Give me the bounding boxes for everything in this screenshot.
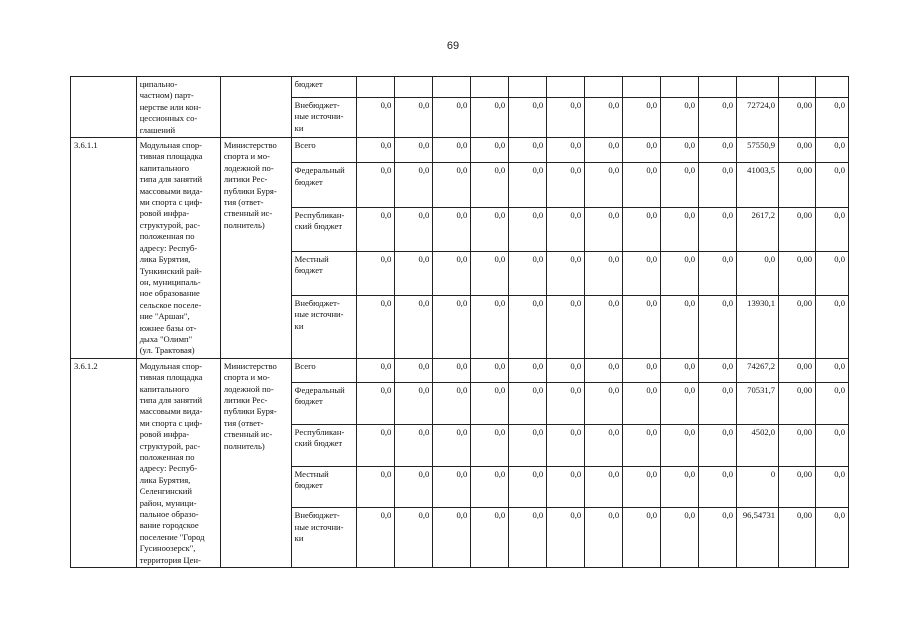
value-cell: 0,0 [661, 207, 699, 251]
funding-source-cell: Федеральный бюджет [291, 163, 357, 207]
value-cell: 0,0 [357, 508, 395, 568]
value-cell: 0,0 [433, 295, 471, 358]
value-cell: 0,0 [471, 358, 509, 382]
value-cell: 0,0 [357, 358, 395, 382]
value-cell: 0,00 [779, 251, 816, 295]
value-cell: 0,0 [433, 382, 471, 424]
value-cell: 96,54731 [737, 508, 779, 568]
value-cell: 0,0 [509, 466, 547, 508]
value-cell: 41003,5 [737, 163, 779, 207]
value-cell [779, 77, 816, 98]
value-cell: 0,0 [433, 138, 471, 163]
value-cell: 0,0 [699, 466, 737, 508]
value-cell: 0,0 [699, 295, 737, 358]
value-cell: 0,0 [471, 466, 509, 508]
value-cell: 0,0 [699, 508, 737, 568]
value-cell: 0,0 [699, 251, 737, 295]
value-cell: 0,0 [547, 466, 585, 508]
value-cell: 2617,2 [737, 207, 779, 251]
value-cell: 0,0 [471, 207, 509, 251]
value-cell: 0,0 [395, 98, 433, 138]
value-cell [395, 77, 433, 98]
value-cell: 0,0 [395, 466, 433, 508]
value-cell: 0,0 [623, 251, 661, 295]
value-cell: 0,0 [623, 358, 661, 382]
value-cell: 0,0 [623, 138, 661, 163]
value-cell: 0,0 [623, 207, 661, 251]
value-cell: 0,0 [357, 466, 395, 508]
value-cell: 0,0 [661, 508, 699, 568]
value-cell: 0 [737, 466, 779, 508]
measure-name-cell: Модульная спор- тивная площадка капитального типа для занятий массовыми вида- ми спорта с циф- ровой инфра- структурой, рас- положенная по адресу: Респуб- лика Бурятия, Селенгинский район, муници- пальное образо- вание городское поселение "Город Гусиноозерск", территория Цен- [136, 358, 220, 567]
value-cell: 13930,1 [737, 295, 779, 358]
value-cell: 0,0 [816, 466, 849, 508]
value-cell: 0,0 [471, 251, 509, 295]
value-cell: 0,0 [699, 424, 737, 466]
value-cell: 0,0 [585, 207, 623, 251]
value-cell: 0,0 [699, 163, 737, 207]
value-cell: 0,0 [816, 358, 849, 382]
value-cell: 0,0 [357, 424, 395, 466]
value-cell: 0,0 [547, 207, 585, 251]
value-cell: 0,0 [547, 251, 585, 295]
value-cell: 0,0 [547, 163, 585, 207]
value-cell: 0,0 [585, 138, 623, 163]
value-cell: 0,0 [585, 163, 623, 207]
value-cell: 0,0 [623, 424, 661, 466]
value-cell: 0,00 [779, 138, 816, 163]
value-cell: 0,0 [471, 98, 509, 138]
funding-source-cell: Федеральный бюджет [291, 382, 357, 424]
value-cell: 0,0 [547, 138, 585, 163]
value-cell: 0,0 [585, 358, 623, 382]
value-cell: 0,0 [547, 358, 585, 382]
value-cell [509, 77, 547, 98]
budget-table [70, 76, 849, 568]
value-cell: 0,0 [471, 138, 509, 163]
value-cell: 0,0 [623, 295, 661, 358]
value-cell: 0,0 [509, 295, 547, 358]
value-cell: 0,0 [623, 98, 661, 138]
value-cell [471, 77, 509, 98]
executor-cell: Министерство спорта и мо- лодежной по- литики Рес- публики Буря- тия (ответ- ственный ис- полнитель) [220, 358, 291, 567]
value-cell [433, 77, 471, 98]
value-cell: 0,0 [433, 424, 471, 466]
value-cell: 0,0 [661, 163, 699, 207]
value-cell [737, 77, 779, 98]
value-cell: 0,00 [779, 382, 816, 424]
value-cell: 0,0 [395, 424, 433, 466]
table-row [71, 358, 849, 382]
value-cell: 0,0 [816, 382, 849, 424]
value-cell: 0,0 [623, 508, 661, 568]
value-cell: 0,0 [395, 251, 433, 295]
page-number: 69 [446, 40, 460, 52]
value-cell: 0,0 [661, 295, 699, 358]
value-cell [816, 77, 849, 98]
value-cell: 0,0 [623, 466, 661, 508]
funding-source-cell: бюджет [291, 77, 357, 98]
value-cell: 0,0 [547, 382, 585, 424]
value-cell: 0,0 [699, 382, 737, 424]
value-cell: 0,00 [779, 295, 816, 358]
value-cell: 0,0 [509, 163, 547, 207]
value-cell: 0,0 [547, 98, 585, 138]
value-cell: 0,00 [779, 424, 816, 466]
funding-source-cell: Местный бюджет [291, 466, 357, 508]
value-cell: 0,0 [816, 295, 849, 358]
value-cell: 0,0 [585, 98, 623, 138]
funding-source-cell: Всего [291, 358, 357, 382]
value-cell: 0,0 [661, 98, 699, 138]
funding-source-cell: Внебюджет- ные источни- ки [291, 295, 357, 358]
value-cell [623, 77, 661, 98]
value-cell: 0,0 [661, 358, 699, 382]
value-cell: 0,0 [585, 424, 623, 466]
funding-source-cell: Местный бюджет [291, 251, 357, 295]
value-cell: 0,0 [661, 466, 699, 508]
value-cell: 0,0 [395, 295, 433, 358]
value-cell: 0,0 [509, 251, 547, 295]
value-cell: 0,00 [779, 358, 816, 382]
value-cell: 0,00 [779, 508, 816, 568]
value-cell: 0,0 [471, 508, 509, 568]
value-cell: 57550,9 [737, 138, 779, 163]
table-row [71, 77, 849, 98]
value-cell: 0,0 [585, 466, 623, 508]
value-cell: 0,0 [433, 466, 471, 508]
value-cell: 0,0 [471, 163, 509, 207]
value-cell: 0,0 [433, 163, 471, 207]
value-cell: 0,0 [699, 358, 737, 382]
measure-code-cell: 3.6.1.2 [71, 358, 137, 567]
value-cell: 0,0 [509, 358, 547, 382]
value-cell [661, 77, 699, 98]
value-cell: 0,0 [357, 163, 395, 207]
value-cell: 0,0 [395, 358, 433, 382]
funding-source-cell: Республикан- ский бюджет [291, 424, 357, 466]
measure-name-cell: ципально- частном) парт- нерстве или кон- цессионных со- глашений [136, 77, 220, 138]
funding-source-cell: Внебюджет- ные источни- ки [291, 98, 357, 138]
funding-source-cell: Республикан- ский бюджет [291, 207, 357, 251]
value-cell: 0,0 [661, 138, 699, 163]
value-cell: 0,0 [816, 98, 849, 138]
value-cell: 74267,2 [737, 358, 779, 382]
value-cell: 0,0 [471, 382, 509, 424]
value-cell: 0,0 [357, 98, 395, 138]
value-cell: 0,0 [816, 424, 849, 466]
value-cell: 0,00 [779, 466, 816, 508]
value-cell: 0,00 [779, 207, 816, 251]
value-cell: 0,0 [585, 295, 623, 358]
value-cell: 0,0 [816, 163, 849, 207]
value-cell: 0,0 [357, 382, 395, 424]
value-cell: 72724,0 [737, 98, 779, 138]
value-cell: 0,0 [433, 508, 471, 568]
value-cell: 0,0 [816, 508, 849, 568]
value-cell: 0,0 [509, 382, 547, 424]
value-cell: 0,0 [816, 207, 849, 251]
value-cell: 0,0 [661, 251, 699, 295]
value-cell: 0,0 [357, 295, 395, 358]
value-cell: 0,0 [433, 251, 471, 295]
value-cell: 0,0 [395, 382, 433, 424]
value-cell: 0,0 [509, 98, 547, 138]
value-cell: 0,0 [357, 138, 395, 163]
table-row [71, 138, 849, 163]
value-cell: 0,0 [661, 424, 699, 466]
code-cell [71, 77, 137, 138]
value-cell: 0,0 [433, 358, 471, 382]
measure-code-cell: 3.6.1.1 [71, 138, 137, 359]
value-cell: 0,0 [816, 251, 849, 295]
value-cell: 0,0 [395, 163, 433, 207]
value-cell: 0,0 [547, 424, 585, 466]
value-cell: 0,0 [699, 207, 737, 251]
value-cell: 0,0 [471, 424, 509, 466]
value-cell: 4502,0 [737, 424, 779, 466]
value-cell: 0,0 [395, 138, 433, 163]
value-cell: 0,0 [699, 98, 737, 138]
value-cell: 0,0 [661, 382, 699, 424]
value-cell: 0,0 [395, 508, 433, 568]
value-cell: 0,0 [737, 251, 779, 295]
value-cell: 0,0 [509, 138, 547, 163]
value-cell: 0,0 [357, 207, 395, 251]
value-cell [357, 77, 395, 98]
value-cell: 0,00 [779, 163, 816, 207]
value-cell: 0,0 [699, 138, 737, 163]
value-cell: 0,0 [433, 98, 471, 138]
value-cell [547, 77, 585, 98]
executor-cell [220, 77, 291, 138]
value-cell: 0,00 [779, 98, 816, 138]
value-cell: 0,0 [357, 251, 395, 295]
value-cell: 0,0 [585, 508, 623, 568]
value-cell: 0,0 [509, 424, 547, 466]
value-cell [585, 77, 623, 98]
value-cell: 0,0 [585, 251, 623, 295]
value-cell: 0,0 [433, 207, 471, 251]
value-cell: 0,0 [509, 207, 547, 251]
value-cell: 0,0 [395, 207, 433, 251]
value-cell: 0,0 [623, 163, 661, 207]
funding-source-cell: Всего [291, 138, 357, 163]
funding-source-cell: Внебюджет- ные источни- ки [291, 508, 357, 568]
value-cell: 0,0 [816, 138, 849, 163]
value-cell: 70531,7 [737, 382, 779, 424]
measure-name-cell: Модульная спор- тивная площадка капитального типа для занятий массовыми вида- ми спорта с циф- ровой инфра- структурой, рас- положенная по адресу: Респуб- лика Бурятия, Тункинский рай- он, муниципаль- ное образование сельское поселе- ние "Аршан", южнее базы от- дыха "Олимп" (ул. Трактовая) [136, 138, 220, 359]
value-cell [699, 77, 737, 98]
value-cell: 0,0 [547, 295, 585, 358]
value-cell: 0,0 [623, 382, 661, 424]
value-cell: 0,0 [547, 508, 585, 568]
value-cell: 0,0 [509, 508, 547, 568]
value-cell: 0,0 [585, 382, 623, 424]
executor-cell: Министерство спорта и мо- лодежной по- литики Рес- публики Буря- тия (ответ- ственный ис- полнитель) [220, 138, 291, 359]
value-cell: 0,0 [471, 295, 509, 358]
